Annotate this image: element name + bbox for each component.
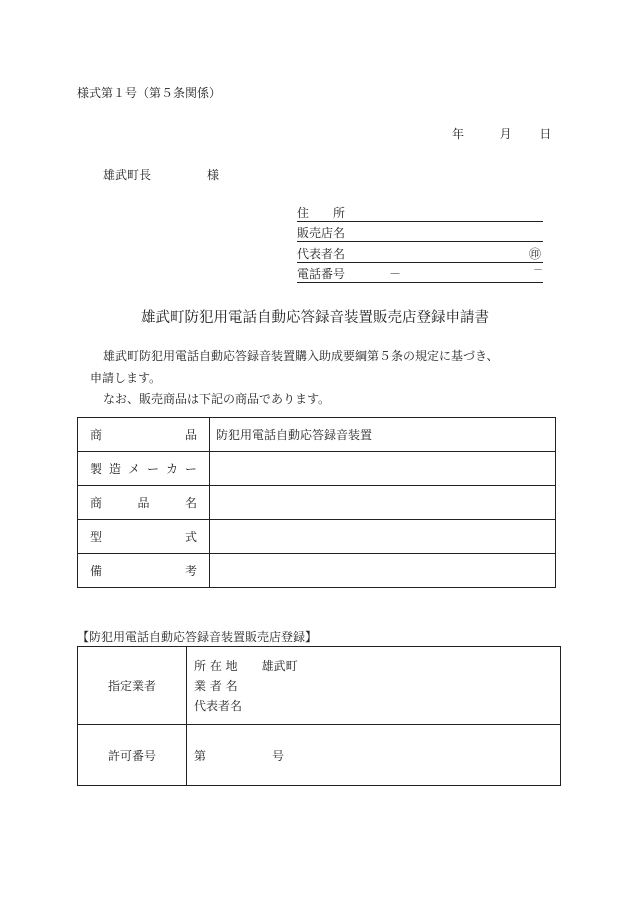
- product-value-cell[interactable]: 防犯用電話自動応答録音装置: [210, 418, 556, 452]
- date-month: 月: [499, 127, 512, 141]
- table-row: [78, 554, 556, 588]
- designated-label: 指定業者: [78, 647, 187, 725]
- row-label: 製 造 メ ー カ ー: [90, 462, 197, 476]
- address-label: 住 所: [297, 206, 346, 220]
- store-name-label: 販売店名: [297, 226, 346, 240]
- table-row: [78, 486, 556, 520]
- date-line: [452, 125, 551, 142]
- remarks-value-cell[interactable]: [210, 554, 556, 588]
- row-label-cell: [78, 418, 210, 452]
- representative-label: 代表者名: [297, 247, 346, 261]
- phone-dash-1: －: [389, 267, 402, 281]
- designated-details: [187, 647, 561, 725]
- model-value-cell[interactable]: [210, 520, 556, 554]
- row-label-cell: [78, 486, 210, 520]
- date-day: 日: [539, 127, 552, 141]
- body-para1-line2: 申請します。: [90, 371, 162, 385]
- row-label-cell: [78, 520, 210, 554]
- applicant-store-field[interactable]: [297, 224, 543, 242]
- registration-rep-label: 代表者名: [194, 698, 243, 713]
- addressee-name: 雄武町長: [103, 168, 152, 182]
- registration-heading: 【防犯用電話自動応答録音装置販売店登録】: [77, 630, 318, 644]
- manufacturer-value-cell[interactable]: [210, 452, 556, 486]
- product-table: [77, 417, 556, 588]
- location-value: 雄武町: [261, 658, 298, 673]
- applicant-address-field[interactable]: [297, 204, 543, 222]
- table-row: [78, 647, 561, 725]
- product-name-value-cell[interactable]: [210, 486, 556, 520]
- row-label: 商 品: [90, 428, 197, 442]
- form-number: 様式第１号（第５条関係）: [77, 86, 222, 100]
- row-label-cell: [78, 452, 210, 486]
- body-para1-line1: 雄武町防犯用電話自動応答録音装置購入助成要綱第５条の規定に基づき、: [103, 349, 499, 363]
- permit-label: 許可番号: [78, 725, 187, 786]
- business-name-label: 業 者 名: [194, 678, 238, 693]
- location-label: 所 在 地: [194, 658, 238, 673]
- phone-dash-2: －: [533, 265, 543, 276]
- row-label: 型 式: [90, 530, 197, 544]
- permit-suffix: 号: [272, 748, 285, 763]
- table-row: [78, 418, 556, 452]
- body-para2: なお、販売商品は下記の商品であります。: [103, 392, 331, 406]
- permit-value-cell[interactable]: [187, 725, 561, 786]
- row-label: 商 品 名: [90, 496, 197, 510]
- applicant-phone-field[interactable]: [297, 265, 543, 283]
- permit-prefix: 第: [194, 748, 207, 763]
- table-row: [78, 520, 556, 554]
- location-line: [194, 656, 560, 676]
- registration-table: [77, 646, 561, 786]
- applicant-representative-field[interactable]: [297, 245, 543, 263]
- document-title: 雄武町防犯用電話自動応答録音装置販売店登録申請書: [141, 310, 489, 326]
- table-row: [78, 725, 561, 786]
- seal-mark: ㊞: [529, 247, 542, 261]
- phone-label: 電話番号: [297, 267, 346, 281]
- table-row: [78, 452, 556, 486]
- addressee-honorific: 様: [207, 168, 220, 182]
- date-year: 年: [452, 127, 465, 141]
- row-label-cell: [78, 554, 210, 588]
- row-label: 備 考: [90, 564, 197, 578]
